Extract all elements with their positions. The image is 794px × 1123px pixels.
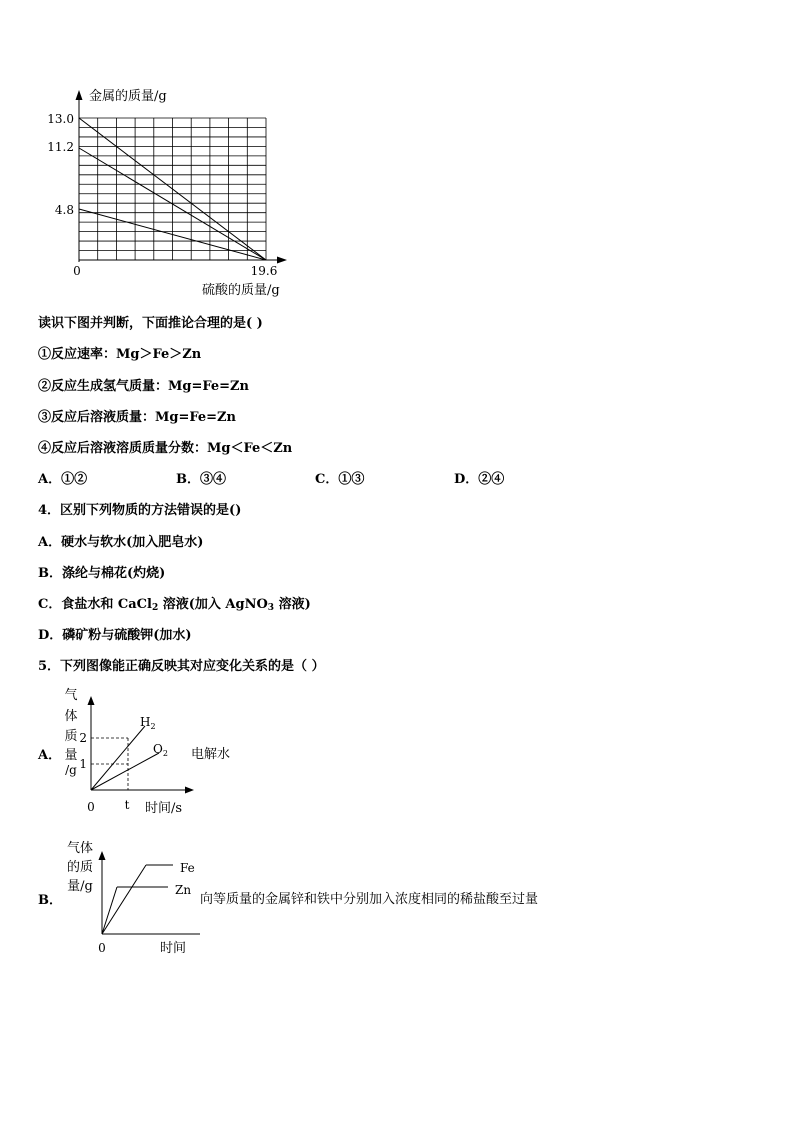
q4-c-text-3: 溶液) [274, 597, 311, 612]
xb-origin: 0 [98, 941, 106, 955]
y-axis-label: 金属的质量/g [89, 89, 167, 104]
x-axis-arrow [277, 257, 287, 264]
q3-option-a[interactable]: A．①② [38, 472, 88, 487]
xa-label: 时间/s [145, 801, 183, 816]
q3-option-d[interactable]: D．②④ [454, 472, 505, 487]
q3-statement-2: ②反应生成氢气质量：Mg=Fe=Zn [38, 379, 249, 394]
zn-label: Zn [175, 883, 192, 897]
ya-label-3: 质 [64, 729, 78, 744]
y-tick-11: 11.2 [47, 140, 74, 154]
q3-statement-1: ①反应速率：Mg＞Fe＞Zn [38, 347, 202, 362]
q5-stem: 5．下列图像能正确反映其对应变化关系的是（ ） [38, 659, 325, 674]
q5-a-description: 电解水 [191, 747, 231, 762]
y-axis-arrow [76, 90, 83, 100]
y-tick-13: 13.0 [47, 112, 74, 126]
yb-axis-arrow [99, 851, 106, 860]
y-tick-4: 4.8 [54, 203, 74, 217]
metal-mass-chart [40, 82, 310, 302]
yb-label-2: 的质 [66, 860, 94, 875]
q3-option-c[interactable]: C．①③ [315, 472, 365, 487]
q3-statement-4: ④反应后溶液溶质质量分数：Mg＜Fe＜Zn [38, 441, 293, 456]
metal-acid-chart [60, 836, 200, 961]
q5-option-b-label[interactable]: B． [38, 893, 62, 908]
q4-stem: 4．区别下列物质的方法错误的是() [38, 503, 242, 518]
ya-label-4: 量 [64, 748, 78, 763]
xa-t-tick: t [124, 798, 130, 812]
q3-statement-3: ③反应后溶液质量：Mg=Fe=Zn [38, 410, 236, 425]
q4-c-text-1: C．食盐水和 CaCl [38, 597, 152, 612]
fe-label: Fe [180, 861, 195, 875]
q4-option-b[interactable]: B．涤纶与棉花(灼烧) [38, 566, 166, 581]
xa-origin: 0 [87, 800, 95, 814]
o2-label: $O_2$ [153, 742, 168, 758]
x-tick-19: 19.6 [250, 264, 278, 278]
yb-label-3: 量/g [67, 879, 93, 894]
yb-label-1: 气体 [66, 841, 94, 856]
ya-label-2: 体 [64, 709, 78, 724]
x-axis-label: 硫酸的质量/g [202, 283, 280, 298]
q5-b-description: 向等质量的金属锌和铁中分别加入浓度相同的稀盐酸至过量 [200, 892, 539, 907]
ya-axis-arrow [88, 696, 95, 705]
q4-c-sub-1: 2 [151, 603, 159, 613]
q4-c-text-2: 溶液(加入 AgNO [158, 597, 268, 612]
q5-option-a-label[interactable]: A． [38, 748, 62, 763]
xb-label: 时间 [160, 941, 187, 956]
q3-option-b[interactable]: B．③④ [176, 472, 226, 487]
fe-rise [102, 865, 146, 934]
ya-label-5: /g [65, 763, 77, 777]
q3-stem: 读识下图并判断，下面推论合理的是( ) [38, 316, 263, 331]
ya-tick-1: 1 [79, 757, 87, 771]
ya-label-1: 气 [64, 688, 78, 703]
q4-option-d[interactable]: D．磷矿粉与硫酸钾(加水) [38, 628, 192, 643]
origin-label: 0 [73, 264, 81, 278]
q4-c-sub-2: 3 [267, 603, 275, 613]
zn-rise [102, 887, 117, 934]
ya-tick-2: 2 [79, 731, 87, 745]
xa-axis-arrow [185, 787, 194, 794]
o2-line [91, 753, 159, 790]
q4-option-c[interactable] [38, 593, 311, 613]
h2-label: $H_2$ [140, 715, 156, 731]
h2-line [91, 726, 145, 790]
q4-option-a[interactable]: A．硬水与软水(加入肥皂水) [38, 535, 204, 550]
